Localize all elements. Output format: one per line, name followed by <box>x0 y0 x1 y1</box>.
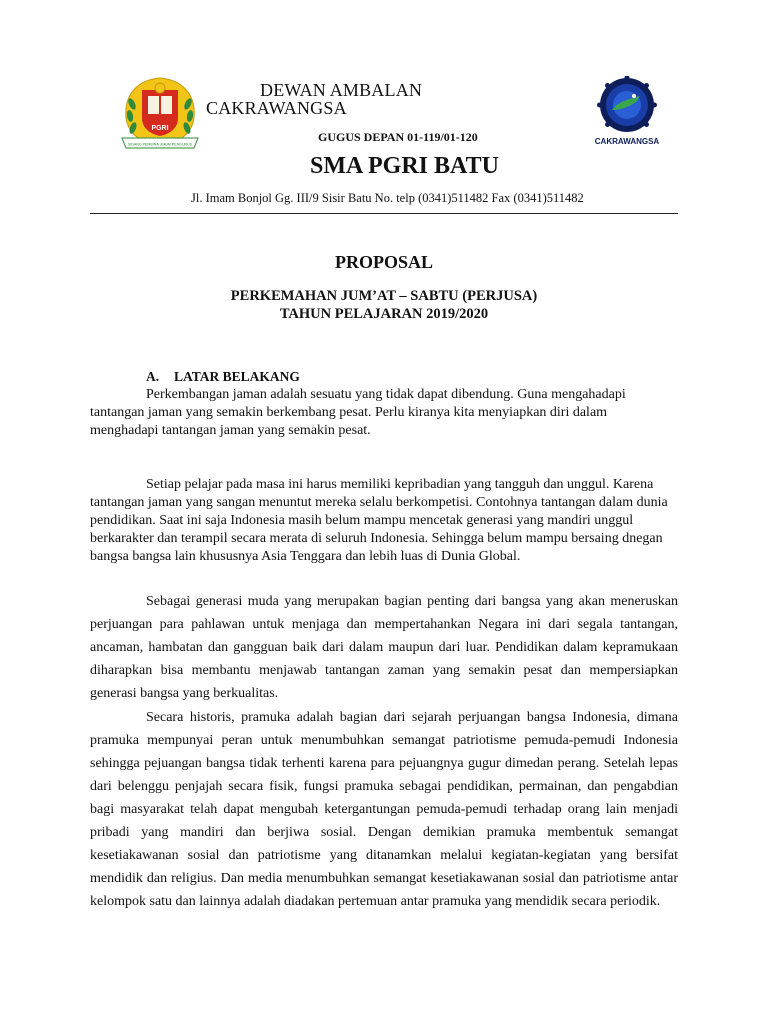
cakrawangsa-logo-text: CAKRAWANGSA <box>594 137 660 146</box>
event-title-line2: TAHUN PELAJARAN 2019/2020 <box>279 306 489 322</box>
cakrawangsa-logo <box>582 76 672 148</box>
section-title: LATAR BELAKANG <box>174 369 300 384</box>
pgri-logo-text: PGRI <box>151 125 169 132</box>
document-title: PROPOSAL <box>334 252 433 272</box>
paragraph-2: Setiap pelajar pada masa ini harus memiliki kepribadian yang tangguh dan unggul. Karena tantangan jaman yang sangan menuntut mereka selalu berkompetisi. Contohnya tantangan dalam dunia pendidikan. Saat ini saja Indonesia masih belum mampu mencetak generasi yang mandiri unggul berkarakter dan terampil secara merata di seluruh Indonesia. Sehingga belum mampu bersaing dnegan bangsa bangsa lain khususnya Asia Tenggara dan lebih luas di Dunia Global. <box>90 477 668 564</box>
school-name: SMA PGRI BATU <box>310 153 499 179</box>
gugus-depan: GUGUS DEPAN 01-119/01-120 <box>318 130 478 144</box>
paragraph-4: Secara historis, pramuka adalah bagian dari sejarah perjuangan bangsa Indonesia, dimana pramuka mempunyai peran untuk menumbuhkan semangat patriotisme pemuda-pemudi Indonesia sehingga pejuangan bangsa tidak terhenti karena para pejuangnya gugur dimedan perang. Setelah lepas dari belenggu penjajah secara fisik, fungsi pramuka sebagai pendidikan, permainan, dan pengabdian bagi masyarakat telah dapat mengubah ketergantungan pemuda-pemudi terhadap orang lain menjadi pribadi yang mandiri dan berjiwa sosial. Dengan demikian pramuka membentuk semangat kesetiakawanan sosial dan patriotisme yang ditanamkan melalui kegiatan-kegiatan yang bersifat mendidik dan religius. Dan media menumbuhkan semangat kesetiakawanan sosial dan patriotisme antar kelompok satu dan lainnya adalah diadakan pertemuan antar pramuka yang mendidik secara periodik. <box>90 710 678 909</box>
paragraph-1: Perkembangan jaman adalah sesuatu yang tidak dapat dibendung. Guna mengahadapi tantangan jaman yang semakin berkembang pesat. Perlu kiranya kita menyiapkan diri dalam menghadapi tantangan jaman yang semakin pesat. <box>90 387 626 438</box>
section-number: A. <box>146 369 160 384</box>
paragraph-3: Sebagai generasi muda yang merupakan bagian penting dari bangsa yang akan meneruskan perjuangan para pahlawan untuk menjaga dan mempertahankan Negara ini dari segala tantangan, ancaman, hambatan dan gangguan baik dari dalam maupun dari luar. Pendidikan dalam kepramukaan diharapkan bisa membantu menjawab tantangan zaman yang semakin pesat dan mempersiapkan generasi bangsa yang berkualitas. <box>90 594 678 701</box>
org-name-line2: CAKRAWANGSA <box>206 98 347 118</box>
event-title-line1: PERKEMAHAN JUM’AT – SABTU (PERJUSA) <box>230 288 538 304</box>
school-address: Jl. Imam Bonjol Gg. III/9 Sisir Batu No. telp (0341)511482 Fax (0341)511482 <box>191 191 584 205</box>
pgri-logo <box>118 74 202 152</box>
section-heading <box>146 369 300 385</box>
letterhead-divider <box>90 213 678 214</box>
org-name-line1: DEWAN AMBALAN <box>260 80 423 100</box>
pgri-logo-ribbon-text: SIDANG PEMBINA UMUM PENGURUS <box>127 142 193 147</box>
